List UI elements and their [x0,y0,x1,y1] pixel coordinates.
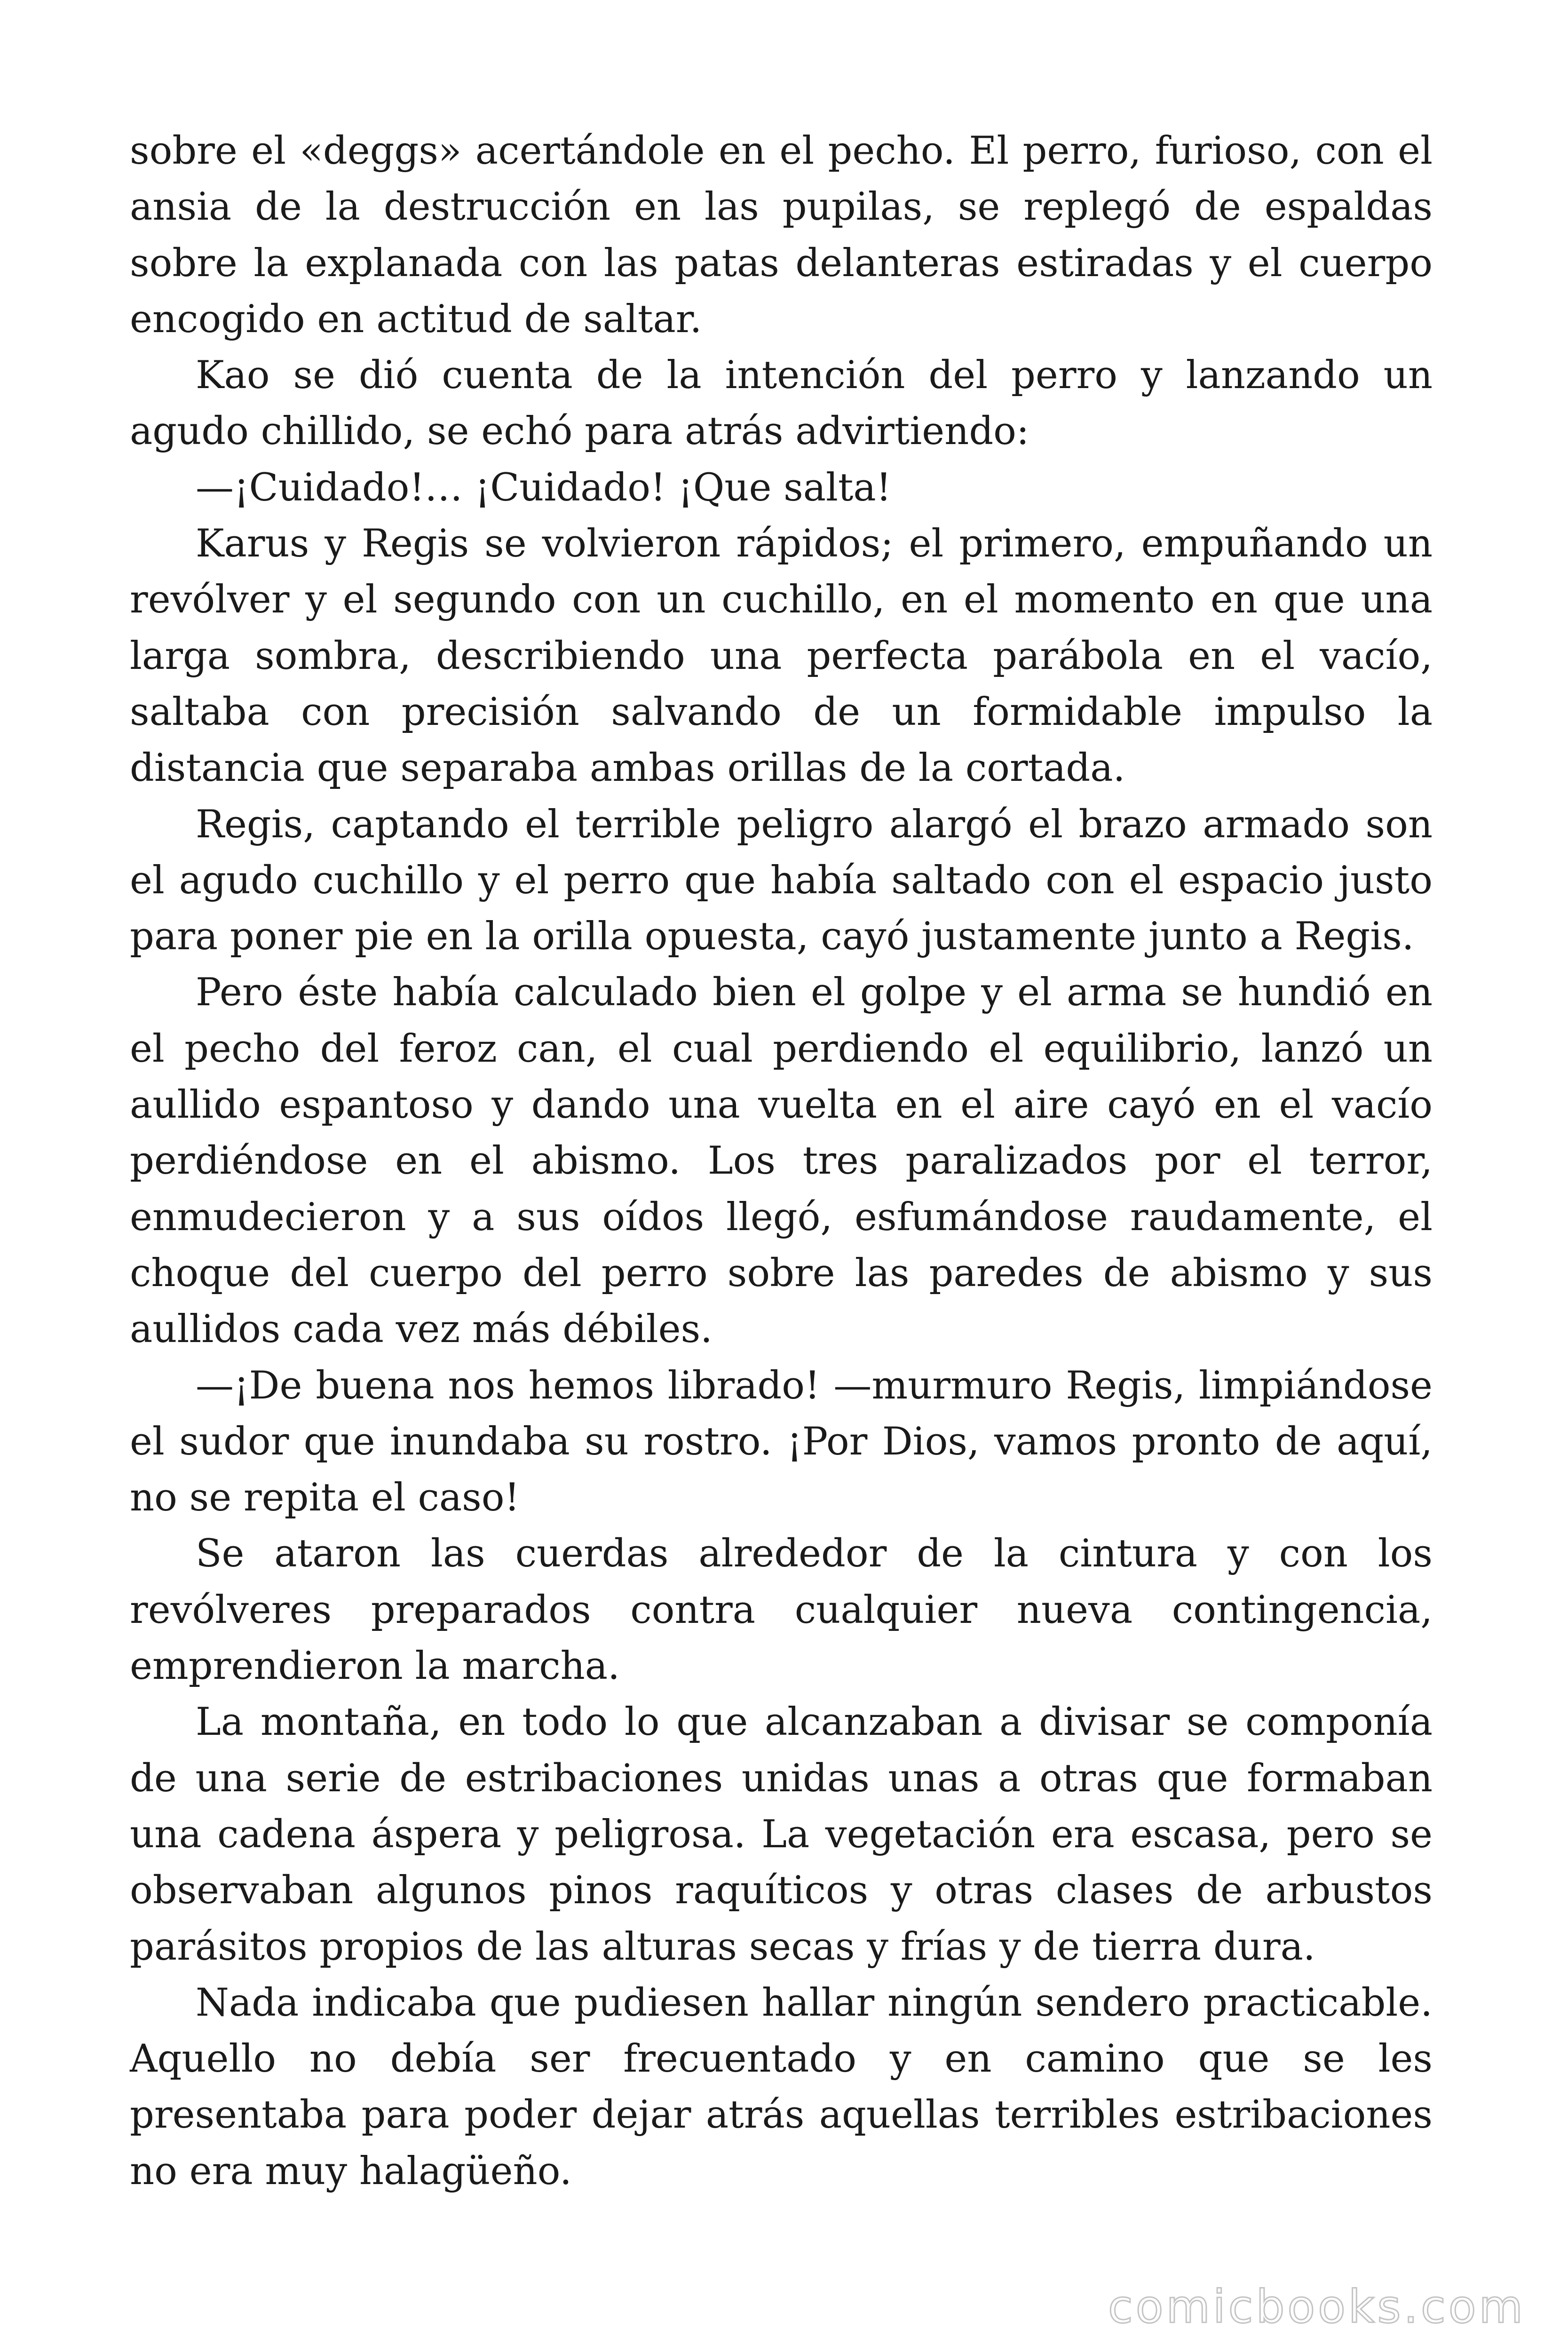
paragraph-7-dialogue: —¡De buena nos hemos librado! —murmuro Regis, limpiándose el sudor que inundaba su rostro. ¡Por Dios, vamos pronto de aquí, no se repita el caso! [130,1363,1433,1520]
paragraph-4: Karus y Regis se volvieron rápidos; el primero, empuñando un revólver y el segundo con un cuchillo, en el momento en que una larga sombra, describiendo una perfecta parábola en el vacío, saltaba con precisión salvando de un formidable impulso la distancia que separaba ambas orillas de la cortada. [130,522,1433,791]
watermark: comicbooks.com [1108,2280,1526,2333]
paragraph-2: Kao se dió cuenta de la intención del perro y lanzando un agudo chillido, se echó para atrás advirtiendo: [130,353,1433,454]
paragraph-8: Se ataron las cuerdas alrededor de la cintura y con los revólveres preparados contra cualquier nueva contingencia, emprendieron la marcha. [130,1532,1433,1689]
paragraph-9: La montaña, en todo lo que alcanzaban a divisar se componía de una serie de estribaciones unidas unas a otras que formaban una cadena áspera y peligrosa. La vegetación era escasa, pero se observaban algunos pinos raquíticos y otras clases de arbustos parásitos propios de las alturas secas y frías y de tierra dura. [130,1700,1433,1969]
paragraph-10: Nada indicaba que pudiesen hallar ningún sendero practicable. Aquello no debía ser frecuentado y en camino que se les presentaba para poder dejar atrás aquellas terribles estribaciones no era muy halagüeño. [130,1980,1433,2193]
paragraph-6: Pero éste había calculado bien el golpe y el arma se hundió en el pecho del feroz can, el cual perdiendo el equilibrio, lanzó un aullido espantoso y dando una vuelta en el aire cayó en el vacío perdiéndose en el abismo. Los tres paralizados por el terror, enmudecieron y a sus oídos llegó, esfumándose raudamente, el choque del cuerpo del perro sobre las paredes de abismo y sus aullidos cada vez más débiles. [130,970,1433,1352]
body-text [130,123,1433,2200]
paragraph-3-dialogue: —¡Cuidado!… ¡Cuidado! ¡Que salta! [196,465,892,510]
paragraph-5: Regis, captando el terrible peligro alargó el brazo armado son el agudo cuchillo y el perro que había saltado con el espacio justo para poner pie en la orilla opuesta, cayó justamente junto a Regis. [130,802,1433,959]
paragraph-1: sobre el «deggs» acertándole en el pecho. El perro, furioso, con el ansia de la destrucción en las pupilas, se replegó de espaldas sobre la explanada con las patas delanteras estiradas y el cuerpo encogido en actitud de saltar. [130,129,1433,342]
